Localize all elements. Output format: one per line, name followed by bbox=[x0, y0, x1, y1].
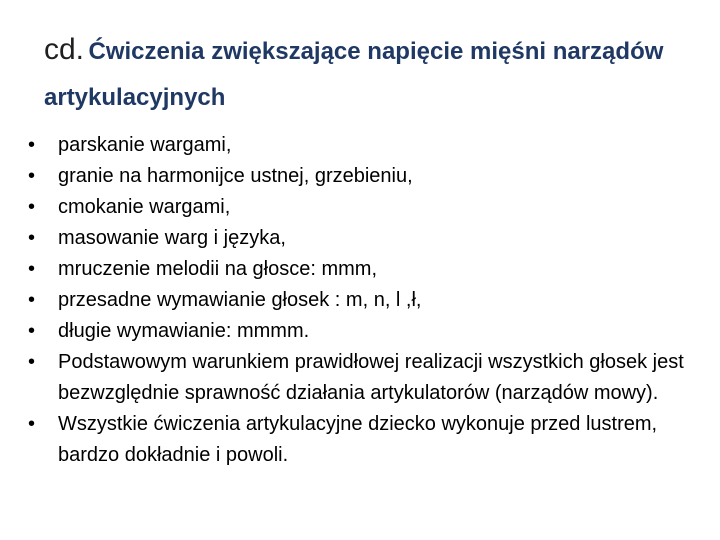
list-item-text: Wszystkie ćwiczenia artykulacyjne dziecko wykonuje przed lustrem, bardzo dokładnie i powoli. bbox=[58, 413, 658, 466]
list-item-text: masowanie warg i języka, bbox=[58, 227, 286, 249]
bullet-icon: • bbox=[28, 134, 36, 156]
bullet-icon: • bbox=[28, 196, 36, 218]
bullet-icon: • bbox=[28, 289, 36, 311]
list-item-text: Podstawowym warunkiem prawidłowej realizacji wszystkich głosek jest bezwzględnie sprawność działania artykulatorów (narządów mowy). bbox=[58, 351, 684, 404]
list-item bbox=[28, 285, 688, 316]
list-item bbox=[28, 347, 688, 409]
list-item-text: granie na harmonijce ustnej, grzebieniu, bbox=[58, 165, 413, 187]
list-item bbox=[28, 223, 688, 254]
list-item-text: mruczenie melodii na głosce: mmm, bbox=[58, 258, 377, 280]
list-item-text: cmokanie wargami, bbox=[58, 196, 231, 218]
bullet-icon: • bbox=[28, 413, 36, 435]
title-prefix: cd. bbox=[44, 33, 85, 66]
list-item bbox=[28, 161, 688, 192]
bullet-icon: • bbox=[28, 320, 36, 342]
bullet-icon: • bbox=[28, 351, 36, 373]
bullet-icon: • bbox=[28, 165, 36, 187]
list-item-text: przesadne wymawianie głosek : m, n, l ,ł, bbox=[58, 289, 422, 311]
slide-title bbox=[44, 28, 684, 122]
list-item-text: długie wymawianie: mmmm. bbox=[58, 320, 310, 342]
list-item bbox=[28, 130, 688, 161]
bullet-list bbox=[28, 130, 688, 471]
bullet-icon: • bbox=[28, 227, 36, 249]
bullet-icon: • bbox=[28, 258, 36, 280]
list-item bbox=[28, 254, 688, 285]
list-item bbox=[28, 316, 688, 347]
list-item bbox=[28, 192, 688, 223]
list-item-text: parskanie wargami, bbox=[58, 134, 232, 156]
title-main: Ćwiczenia zwiększające napięcie mięśni narządów artykulacyjnych bbox=[44, 38, 664, 111]
list-item bbox=[28, 409, 688, 471]
